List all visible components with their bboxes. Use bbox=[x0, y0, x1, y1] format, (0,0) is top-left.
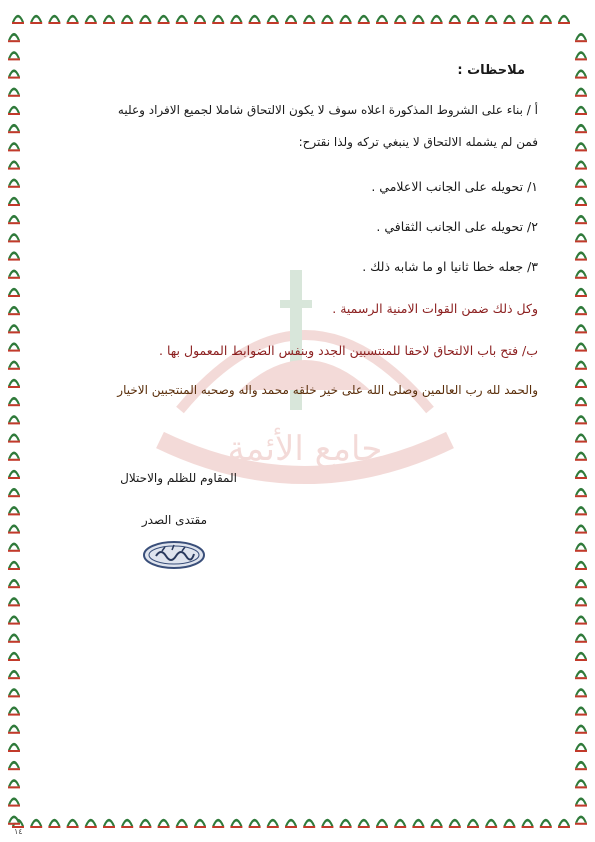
border-motif bbox=[194, 819, 206, 828]
border-motif bbox=[8, 725, 20, 734]
border-motif bbox=[575, 361, 587, 370]
border-motif bbox=[8, 379, 20, 388]
border-motif bbox=[575, 688, 587, 697]
border-motif bbox=[8, 470, 20, 479]
border-motif bbox=[575, 124, 587, 133]
border-motif bbox=[575, 106, 587, 115]
border-motif bbox=[540, 15, 552, 24]
notes-heading: ملاحظات : bbox=[457, 63, 525, 78]
border-motif bbox=[249, 15, 261, 24]
border-motif bbox=[575, 652, 587, 661]
border-motif bbox=[249, 819, 261, 828]
border-motif bbox=[67, 819, 79, 828]
border-motif bbox=[8, 215, 20, 224]
border-motif bbox=[575, 470, 587, 479]
border-motif bbox=[575, 597, 587, 606]
border-motif bbox=[522, 15, 534, 24]
border-motif bbox=[139, 15, 151, 24]
border-motif bbox=[575, 51, 587, 60]
border-motif bbox=[575, 797, 587, 806]
border-motif bbox=[8, 488, 20, 497]
border-motif bbox=[30, 819, 42, 828]
border-motif bbox=[230, 819, 242, 828]
list-item-2: ٢/ تحويله على الجانب الثقافي . bbox=[376, 219, 538, 234]
border-motif bbox=[449, 819, 461, 828]
border-motif bbox=[8, 688, 20, 697]
border-motif bbox=[575, 33, 587, 42]
paragraph-a-line2: فمن لم يشمله الالتحاق لا ينبغي تركه ولذا نقترح: bbox=[298, 135, 538, 149]
border-motif bbox=[340, 15, 352, 24]
border-motif bbox=[558, 819, 570, 828]
border-motif bbox=[575, 561, 587, 570]
border-motif bbox=[575, 270, 587, 279]
border-motif bbox=[8, 197, 20, 206]
border-motif bbox=[575, 779, 587, 788]
border-motif bbox=[358, 819, 370, 828]
border-motif bbox=[8, 124, 20, 133]
border-motif bbox=[67, 15, 79, 24]
border-motif bbox=[575, 543, 587, 552]
border-motif bbox=[8, 288, 20, 297]
border-motif bbox=[575, 488, 587, 497]
border-motif bbox=[8, 33, 20, 42]
border-motif bbox=[8, 415, 20, 424]
paragraph-b: ب/ فتح باب الالتحاق لاحقا للمنتسبين الجدد وبنفس الضوابط المعمول بها . bbox=[159, 343, 538, 358]
border-motif bbox=[8, 634, 20, 643]
border-motif bbox=[267, 819, 279, 828]
border-motif bbox=[575, 306, 587, 315]
border-motif bbox=[575, 524, 587, 533]
border-motif bbox=[303, 819, 315, 828]
border-motif bbox=[212, 15, 224, 24]
border-motif bbox=[48, 15, 60, 24]
border-motif bbox=[8, 761, 20, 770]
border-motif bbox=[575, 251, 587, 260]
border-motif bbox=[8, 743, 20, 752]
border-motif bbox=[12, 15, 24, 24]
border-motif bbox=[575, 506, 587, 515]
border-motif bbox=[8, 361, 20, 370]
border-motif bbox=[575, 415, 587, 424]
border-motif bbox=[394, 15, 406, 24]
paragraph-a-line1: أ / بناء على الشروط المذكورة اعلاه سوف لا يكون الالتحاق شاملا لجميع الافراد وعليه bbox=[117, 103, 538, 117]
border-motif bbox=[503, 15, 515, 24]
border-motif bbox=[376, 819, 388, 828]
border-motif bbox=[467, 819, 479, 828]
closing-line: والحمد لله رب العالمين وصلى الله على خير خلقه محمد واله وصحبه المنتجبين الاخيار bbox=[117, 383, 538, 397]
border-motif bbox=[8, 779, 20, 788]
border-motif bbox=[575, 379, 587, 388]
border-motif bbox=[575, 433, 587, 442]
border-motif bbox=[8, 670, 20, 679]
border-motif bbox=[121, 15, 133, 24]
border-motif bbox=[158, 15, 170, 24]
signature-name: مقتدى الصدر bbox=[141, 513, 207, 527]
border-motif bbox=[158, 819, 170, 828]
border-motif bbox=[8, 797, 20, 806]
border-motif bbox=[8, 342, 20, 351]
border-motif bbox=[358, 15, 370, 24]
border-motif bbox=[103, 15, 115, 24]
border-motif bbox=[575, 233, 587, 242]
border-motif bbox=[575, 69, 587, 78]
border-motif bbox=[8, 324, 20, 333]
border-motif bbox=[285, 819, 297, 828]
border-motif bbox=[48, 819, 60, 828]
border-motif bbox=[8, 160, 20, 169]
border-motif bbox=[575, 288, 587, 297]
border-motif bbox=[8, 433, 20, 442]
border-motif bbox=[8, 579, 20, 588]
border-motif bbox=[575, 725, 587, 734]
border-motif bbox=[8, 142, 20, 151]
border-motif bbox=[8, 270, 20, 279]
border-motif bbox=[558, 15, 570, 24]
border-motif bbox=[321, 15, 333, 24]
border-motif bbox=[176, 15, 188, 24]
border-motif bbox=[8, 706, 20, 715]
border-motif bbox=[230, 15, 242, 24]
border-motif bbox=[575, 179, 587, 188]
border-motif bbox=[575, 324, 587, 333]
border-motif bbox=[575, 397, 587, 406]
border-motif bbox=[8, 524, 20, 533]
border-motif bbox=[575, 706, 587, 715]
signature-organization: المقاوم للظلم والاحتلال bbox=[120, 471, 237, 485]
border-motif bbox=[8, 397, 20, 406]
border-motif bbox=[121, 819, 133, 828]
border-motif bbox=[467, 15, 479, 24]
border-motif bbox=[321, 819, 333, 828]
border-motif bbox=[8, 597, 20, 606]
border-motif bbox=[575, 634, 587, 643]
list-item-1: ١/ تحويله على الجانب الاعلامي . bbox=[371, 179, 538, 194]
border-motif bbox=[85, 15, 97, 24]
border-motif bbox=[575, 816, 587, 825]
border-motif bbox=[285, 15, 297, 24]
border-motif bbox=[30, 15, 42, 24]
border-motif bbox=[194, 15, 206, 24]
border-motif bbox=[522, 819, 534, 828]
border-motif bbox=[503, 819, 515, 828]
border-motif bbox=[431, 15, 443, 24]
border-motif bbox=[8, 233, 20, 242]
border-motif bbox=[575, 761, 587, 770]
border-motif bbox=[303, 15, 315, 24]
border-motif bbox=[575, 215, 587, 224]
border-motif bbox=[575, 88, 587, 97]
border-motif bbox=[575, 160, 587, 169]
border-motif bbox=[575, 579, 587, 588]
border-motif bbox=[212, 819, 224, 828]
border-motif bbox=[575, 342, 587, 351]
border-motif bbox=[176, 819, 188, 828]
list-item-3: ٣/ جعله خطا ثانيا او ما شابه ذلك . bbox=[362, 259, 538, 274]
border-motif bbox=[8, 506, 20, 515]
border-motif bbox=[8, 543, 20, 552]
border-motif bbox=[412, 819, 424, 828]
border-motif bbox=[8, 179, 20, 188]
watermark-text: جامع الأئمة bbox=[227, 429, 383, 469]
border-motif bbox=[340, 819, 352, 828]
border-motif bbox=[540, 819, 552, 828]
border-motif bbox=[575, 452, 587, 461]
border-motif bbox=[8, 69, 20, 78]
security-note: وكل ذلك ضمن القوات الامنية الرسمية . bbox=[332, 301, 538, 316]
border-motif bbox=[8, 306, 20, 315]
border-motif bbox=[376, 15, 388, 24]
border-motif bbox=[8, 561, 20, 570]
border-motif bbox=[575, 142, 587, 151]
border-motif bbox=[575, 197, 587, 206]
border-motif bbox=[8, 652, 20, 661]
seal-stamp bbox=[142, 540, 206, 570]
border-motif bbox=[449, 15, 461, 24]
border-motif bbox=[85, 819, 97, 828]
border-motif bbox=[485, 819, 497, 828]
border-motif bbox=[8, 51, 20, 60]
border-motif bbox=[431, 819, 443, 828]
border-motif bbox=[8, 106, 20, 115]
border-motif bbox=[575, 615, 587, 624]
border-motif bbox=[394, 819, 406, 828]
border-motif bbox=[485, 15, 497, 24]
border-motif bbox=[575, 670, 587, 679]
border-motif bbox=[267, 15, 279, 24]
border-motif bbox=[412, 15, 424, 24]
border-motif bbox=[8, 88, 20, 97]
page-number: ١٤ bbox=[14, 827, 23, 836]
border-motif bbox=[139, 819, 151, 828]
border-motif bbox=[8, 816, 20, 825]
border-motif bbox=[8, 615, 20, 624]
border-motif bbox=[8, 251, 20, 260]
border-motif bbox=[8, 452, 20, 461]
border-motif bbox=[103, 819, 115, 828]
border-motif bbox=[575, 743, 587, 752]
